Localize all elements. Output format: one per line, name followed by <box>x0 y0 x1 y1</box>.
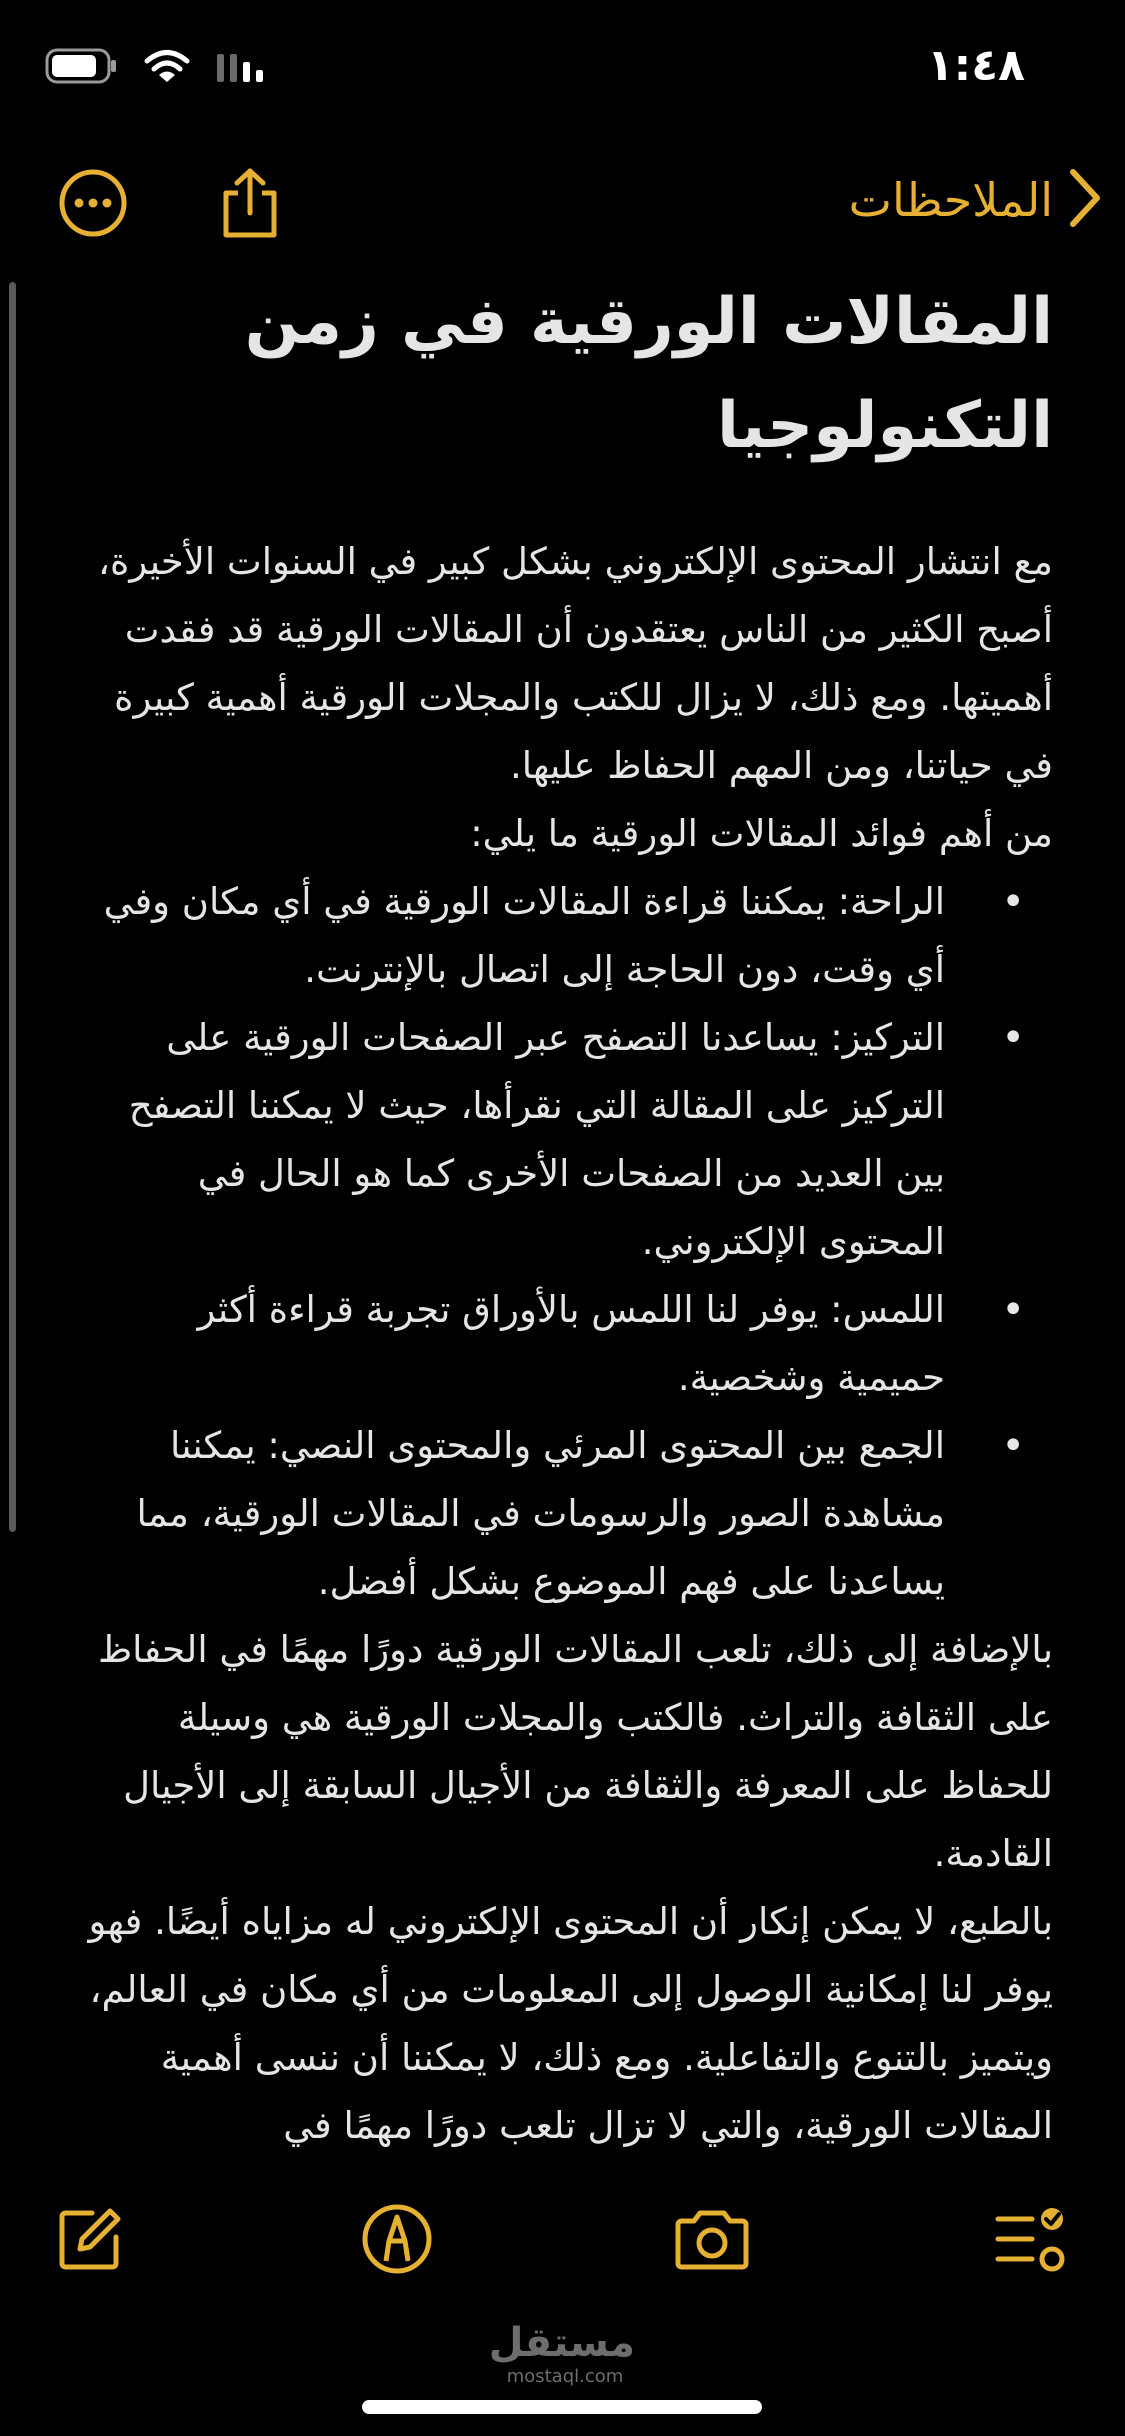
markup-pen-icon <box>361 2203 433 2279</box>
list-item: • الراحة: يمكننا قراءة المقالات الورقية في أي مكان وفي أي وقت، دون الحاجة إلى اتصال بالإنترنت. <box>80 868 1053 1004</box>
benefits-list <box>80 868 1053 1616</box>
compose-icon <box>56 2205 124 2277</box>
watermark-main: مستقل <box>488 2320 635 2366</box>
watermark-sub: mostaql.com <box>506 2366 624 2387</box>
checklist-icon <box>992 2203 1068 2279</box>
share-button[interactable] <box>205 160 295 250</box>
more-button[interactable] <box>48 160 138 250</box>
bottom-toolbar <box>0 2186 1125 2306</box>
wifi-icon <box>143 48 191 88</box>
list-item: • الجمع بين المحتوى المرئي والمحتوى النصي: يمكننا مشاهدة الصور والرسومات في المقالات الورقية، مما يساعدنا على فهم الموضوع بشكل أفضل. <box>80 1412 1053 1616</box>
note-paragraph-lead: من أهم فوائد المقالات الورقية ما يلي: <box>470 812 1053 855</box>
scroll-indicator[interactable] <box>9 282 16 1532</box>
note-paragraph-intro: مع انتشار المحتوى الإلكتروني بشكل كبير في السنوات الأخيرة، أصبح الكثير من الناس يعتقدون أن المقالات الورقية قد فقدت أهميتها. ومع ذلك، لا يزال للكتب والمجلات الورقية أهمية كبيرة في حياتنا، ومن المهم الحفاظ عليها. <box>98 540 1053 787</box>
note-body[interactable] <box>80 270 1053 2296</box>
status-bar <box>0 0 1125 140</box>
status-time: ١:٤٨ <box>926 40 1025 91</box>
home-indicator[interactable] <box>362 2400 762 2414</box>
list-item: • التركيز: يساعدنا التصفح عبر الصفحات الورقية على التركيز على المقالة التي نقرأها، حيث لا يمكننا التصفح بين العديد من الصفحات الأخرى كما هو الحال في المحتوى الإلكتروني. <box>80 1004 1053 1276</box>
note-title: المقالات الورقية في زمن التكنولوجيا <box>244 285 1053 463</box>
ellipsis-circle-icon <box>58 168 128 242</box>
status-icons <box>45 48 271 88</box>
share-icon <box>218 167 282 243</box>
back-label: الملاحظات <box>848 173 1053 227</box>
list-item: • اللمس: يوفر لنا اللمس بالأوراق تجربة قراءة أكثر حميمية وشخصية. <box>80 1276 1053 1412</box>
cellular-signal-icon <box>217 50 271 86</box>
nav-bar <box>0 150 1125 260</box>
note-paragraph-culture: بالإضافة إلى ذلك، تلعب المقالات الورقية دورًا مهمًا في الحفاظ على الثقافة والتراث. فالكتب والمجلات الورقية هي وسيلة للحفاظ على المعرفة والثقافة من الأجيال السابقة إلى الأجيال القادمة. <box>97 1628 1053 1875</box>
checklist-button[interactable] <box>975 2186 1085 2296</box>
camera-icon <box>672 2207 752 2275</box>
back-button[interactable] <box>849 168 1103 232</box>
camera-button[interactable] <box>657 2186 767 2296</box>
markup-button[interactable] <box>342 2186 452 2296</box>
watermark-logo <box>488 2320 635 2387</box>
compose-button[interactable] <box>35 2186 145 2296</box>
chevron-right-icon <box>1067 168 1103 232</box>
note-paragraph-electronic: بالطبع، لا يمكن إنكار أن المحتوى الإلكتروني له مزاياه أيضًا. فهو يوفر لنا إمكانية الوصول إلى المعلومات من أي مكان في العالم، ويتميز بالتنوع والتفاعلية. ومع ذلك، لا يمكننا أن ننسى أهمية المقالات الورقية، والتي لا تزال تلعب دورًا مهمًا في <box>88 1900 1053 2147</box>
battery-icon <box>45 48 117 88</box>
